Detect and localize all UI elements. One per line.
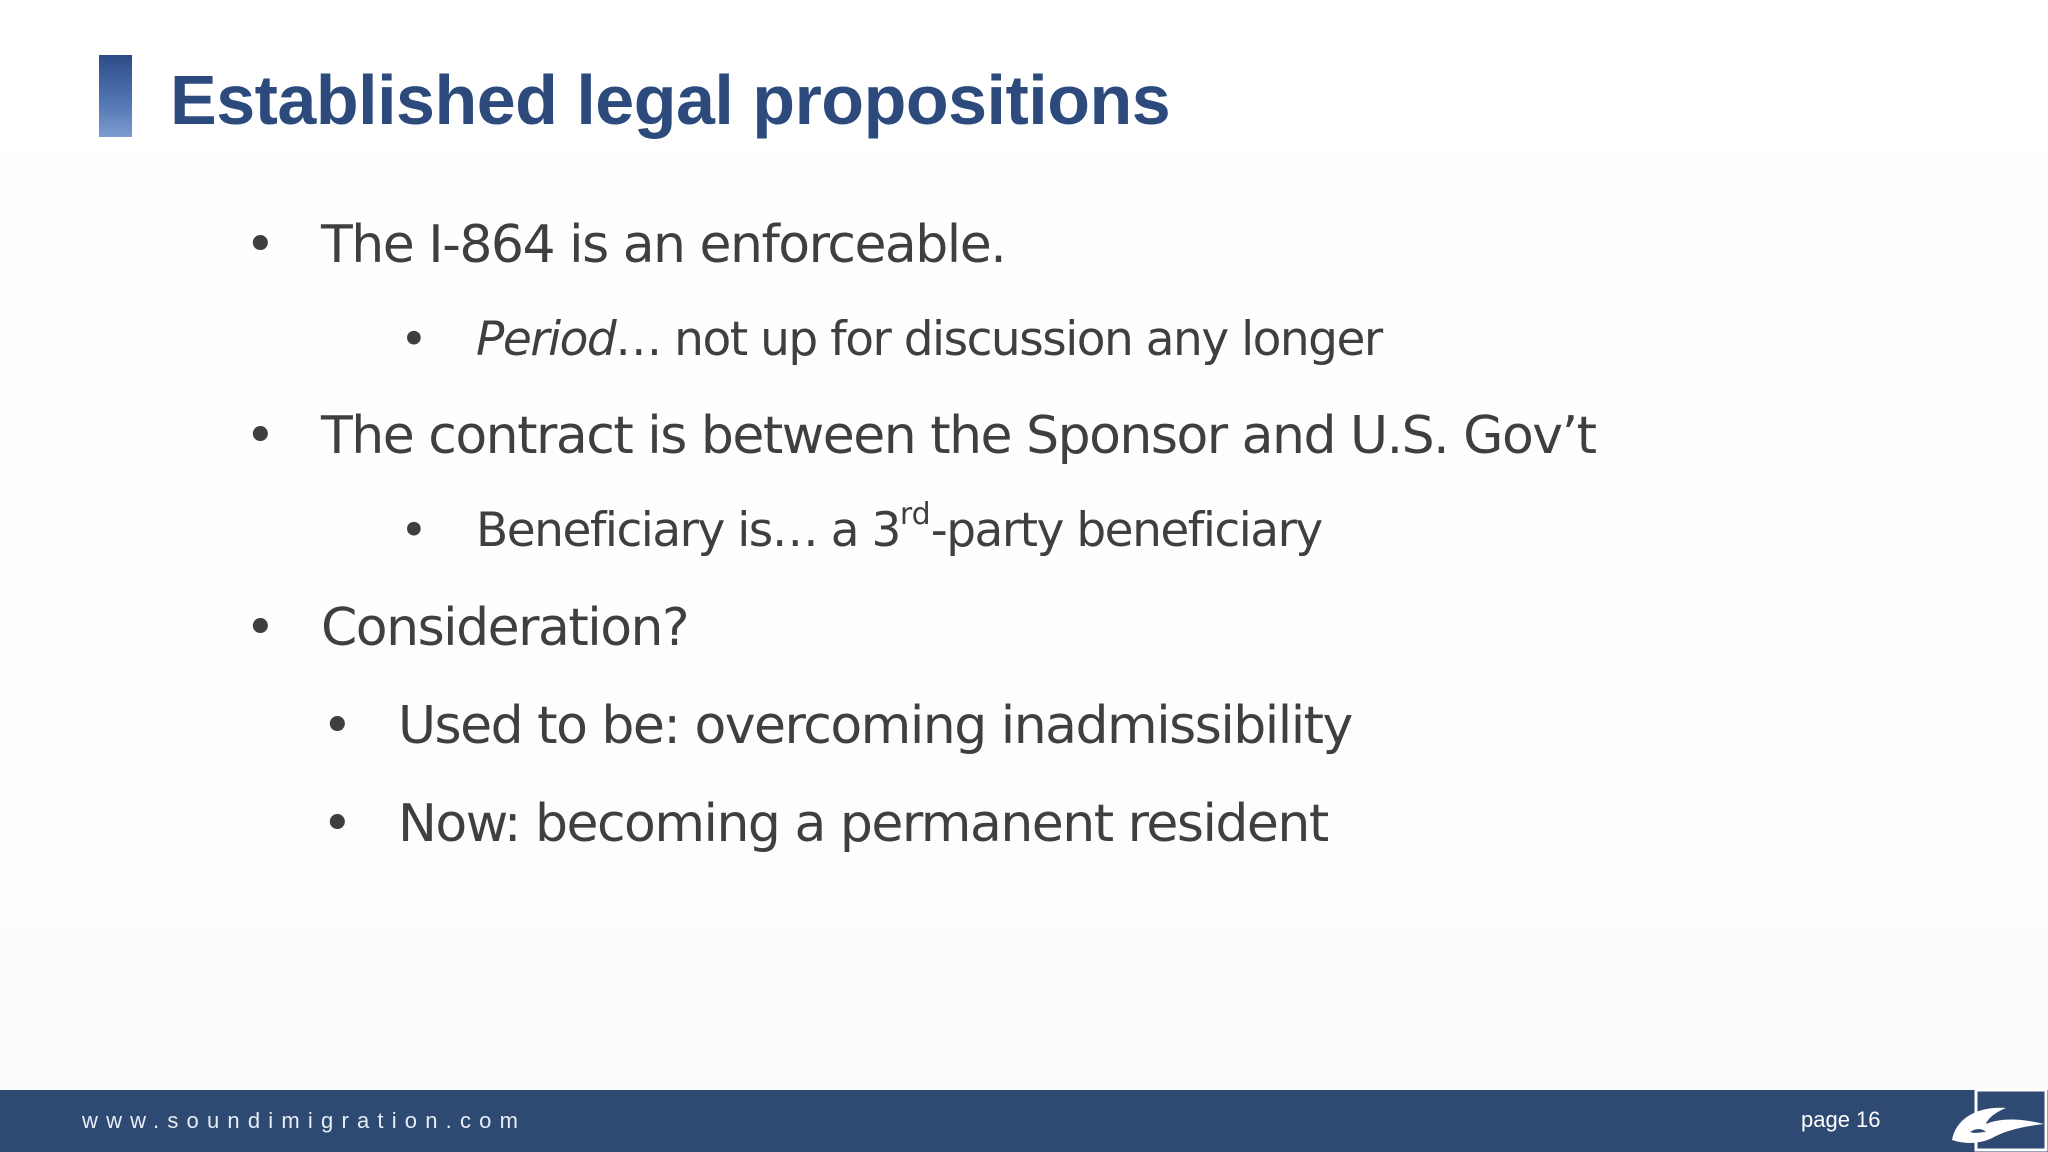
bullet-text: Now: becoming a permanent resident <box>398 794 1328 854</box>
title-accent-bar <box>99 55 132 137</box>
bullet-text: The contract is between the Sponsor and U.S. Gov’t <box>321 406 1596 466</box>
bullet-dot-icon: • <box>245 215 275 275</box>
bullet-item <box>245 213 1005 277</box>
page-number: page 16 <box>1801 1107 1881 1132</box>
bullet-text: Used to be: overcoming inadmissibility <box>398 696 1352 756</box>
bullet-dot-icon: • <box>245 598 275 658</box>
footer-url: www.soundimigration.com <box>82 1108 527 1133</box>
bullet-text: The I-864 is an enforceable. <box>321 215 1006 275</box>
bullet-item <box>245 404 1596 468</box>
bullet-text <box>476 310 1382 370</box>
bullet-dot-icon: • <box>322 794 352 854</box>
bullet-text <box>476 497 1322 561</box>
sub-bullet-item <box>322 694 1352 758</box>
bullet-item <box>245 596 688 660</box>
bullet-dot-icon: • <box>400 503 427 558</box>
bullet-dot-icon: • <box>400 312 427 367</box>
bullet-text-after: -party beneficiary <box>930 503 1322 558</box>
slide-title: Established legal propositions <box>170 61 1171 139</box>
sub-bullet-item <box>322 792 1328 856</box>
bullet-dot-icon: • <box>322 696 352 756</box>
bullet-italic-text: Period <box>476 312 616 367</box>
bird-logo-icon <box>1948 1088 2048 1152</box>
sub-bullet-item <box>400 310 1382 370</box>
bullet-rest-text: … not up for discussion any longer <box>615 312 1382 367</box>
bullet-text-before: Beneficiary is… a 3 <box>476 503 900 558</box>
bullet-text: Consideration? <box>321 598 689 658</box>
sub-bullet-item <box>400 497 1322 561</box>
ordinal-superscript: rd <box>899 497 931 532</box>
bullet-dot-icon: • <box>245 406 275 466</box>
